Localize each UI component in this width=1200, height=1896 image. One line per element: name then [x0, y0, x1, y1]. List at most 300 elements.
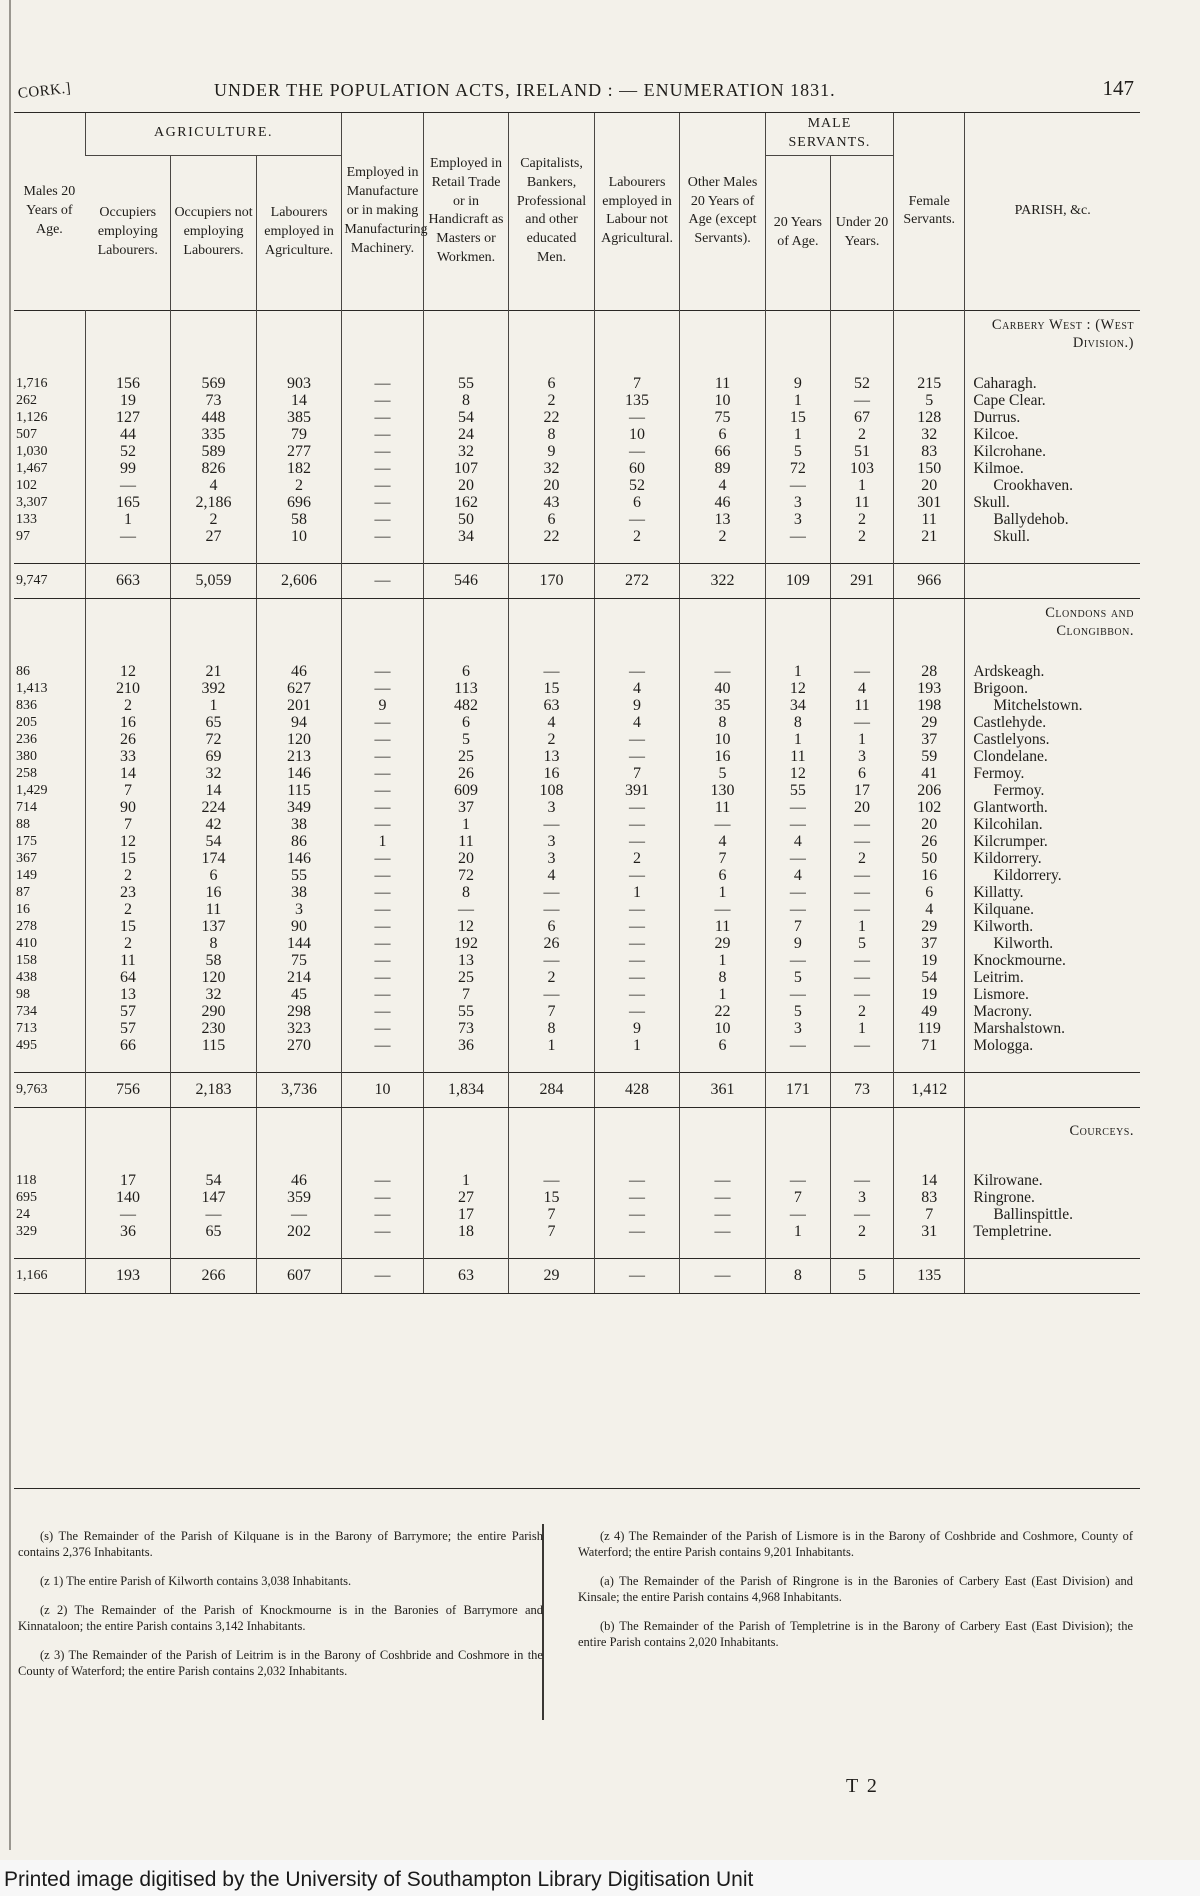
- table-cell: 150: [894, 460, 965, 477]
- total-cell: 8: [765, 1258, 830, 1293]
- table-cell: 1,030: [16, 443, 48, 459]
- parish-name: Leitrim.: [965, 969, 1140, 986]
- empty-cell: [594, 310, 680, 357]
- parish-name: Kildorrery.: [965, 867, 1140, 884]
- table-cell: —: [342, 443, 423, 460]
- county-label: CORK.]: [17, 80, 72, 102]
- table-cell: —: [342, 918, 423, 935]
- empty-cell: [14, 310, 85, 357]
- table-cell: 6: [423, 663, 509, 680]
- empty-cell: [594, 598, 680, 645]
- table-cell: —: [509, 952, 595, 969]
- table-cell: 391: [594, 782, 680, 799]
- table-cell: 144: [256, 935, 342, 952]
- table-cell: 2: [830, 426, 893, 443]
- table-cell: 16: [85, 714, 171, 731]
- table-cell: —: [765, 1206, 830, 1223]
- col-header-capitalists: Capitalists, Bankers, Professional and other educated Men.: [509, 113, 595, 310]
- empty-cell: [342, 1240, 423, 1259]
- table-cell: 73: [423, 1020, 509, 1037]
- empty-cell: [342, 1107, 423, 1154]
- total-cell: 966: [894, 563, 965, 598]
- col-header-other-males: Other Males 20 Years of Age (except Servants).: [680, 113, 766, 310]
- table-cell: 16: [16, 901, 30, 917]
- table-cell: 2: [830, 528, 893, 545]
- table-cell: —: [342, 426, 423, 443]
- empty-cell: [342, 1154, 423, 1172]
- table-cell: —: [342, 986, 423, 1003]
- parish-name: Kilrowane.: [965, 1172, 1140, 1189]
- table-cell: 2: [85, 867, 171, 884]
- table-cell: 52: [85, 443, 171, 460]
- table-cell: 37: [894, 731, 965, 748]
- table-cell: 7: [509, 1223, 595, 1240]
- empty-cell: [830, 545, 893, 564]
- table-cell: —: [509, 884, 595, 901]
- total-cell: —: [342, 563, 423, 598]
- table-row: [14, 1037, 1140, 1054]
- table-cell: 15: [85, 918, 171, 935]
- empty-cell: [830, 310, 893, 357]
- empty-cell: [342, 598, 423, 645]
- total-cell: 170: [509, 563, 595, 598]
- empty-cell: [342, 1054, 423, 1073]
- table-cell: 158: [16, 952, 37, 968]
- empty-cell: [894, 1240, 965, 1259]
- table-cell: 13: [509, 748, 595, 765]
- table-cell: 1,716: [16, 375, 48, 391]
- table-cell: 3: [765, 1020, 830, 1037]
- table-cell: 15: [509, 1189, 595, 1206]
- table-cell: 8: [509, 426, 595, 443]
- table-cell: 4: [509, 867, 595, 884]
- table-cell: —: [342, 460, 423, 477]
- empty-cell: [85, 1240, 171, 1259]
- empty-cell: [14, 1107, 85, 1154]
- parish-name: Clondelane.: [965, 748, 1140, 765]
- table-cell: 2: [594, 850, 680, 867]
- table-cell: 215: [894, 375, 965, 392]
- table-cell: —: [342, 1172, 423, 1189]
- table-cell: 4: [594, 680, 680, 697]
- table-cell: 3: [830, 748, 893, 765]
- parish-name: Kilworth.: [965, 935, 1140, 952]
- total-cell: 756: [85, 1072, 171, 1107]
- table-cell: 55: [256, 867, 342, 884]
- col-header-agriculture: AGRICULTURE.: [85, 113, 342, 155]
- table-cell: 35: [680, 697, 766, 714]
- empty-cell: [85, 645, 171, 663]
- parish-name: Cape Clear.: [965, 392, 1140, 409]
- table-cell: 11: [894, 511, 965, 528]
- table-cell: 27: [423, 1189, 509, 1206]
- empty-cell: [509, 1107, 595, 1154]
- table-cell: 12: [765, 680, 830, 697]
- empty-cell: [85, 310, 171, 357]
- table-cell: 63: [509, 697, 595, 714]
- empty-cell: [680, 598, 766, 645]
- table-cell: 12: [423, 918, 509, 935]
- table-cell: 5: [765, 443, 830, 460]
- table-cell: 3: [509, 799, 595, 816]
- empty-cell: [594, 1240, 680, 1259]
- table-row: [14, 443, 1140, 460]
- parish-name: Lismore.: [965, 986, 1140, 1003]
- empty-cell: [680, 1107, 766, 1154]
- empty-cell: [965, 1072, 1140, 1107]
- empty-cell: [423, 1154, 509, 1172]
- empty-cell: [423, 310, 509, 357]
- empty-cell: [680, 357, 766, 375]
- empty-cell: [894, 1154, 965, 1172]
- table-cell: 6: [171, 867, 257, 884]
- table-cell: —: [342, 901, 423, 918]
- empty-cell: [171, 598, 257, 645]
- table-cell: 11: [680, 375, 766, 392]
- total-cell: 29: [509, 1258, 595, 1293]
- footnote: (z 2) The Remainder of the Parish of Knockmourne is in the Baronies of Barrymore and Kinnataloon; the entire Parish contains 3,142 Inhabitants.: [18, 1603, 543, 1633]
- empty-cell: [342, 310, 423, 357]
- table-cell: —: [342, 952, 423, 969]
- empty-cell: [594, 545, 680, 564]
- empty-cell: [830, 1107, 893, 1154]
- empty-cell: [680, 1054, 766, 1073]
- table-cell: 25: [423, 748, 509, 765]
- empty-cell: [830, 1054, 893, 1073]
- empty-cell: [256, 545, 342, 564]
- table-cell: 86: [256, 833, 342, 850]
- table-cell: —: [342, 731, 423, 748]
- table-cell: 13: [680, 511, 766, 528]
- table-cell: 1: [680, 986, 766, 1003]
- table-cell: 13: [85, 986, 171, 1003]
- table-cell: 36: [85, 1223, 171, 1240]
- table-cell: 156: [85, 375, 171, 392]
- table-cell: —: [342, 1003, 423, 1020]
- table-cell: 27: [171, 528, 257, 545]
- table-cell: 66: [85, 1037, 171, 1054]
- table-cell: —: [342, 528, 423, 545]
- empty-cell: [14, 1240, 85, 1259]
- table-cell: 7: [765, 1189, 830, 1206]
- table-cell: 46: [256, 1172, 342, 1189]
- table-cell: 24: [16, 1206, 30, 1222]
- table-cell: 1: [171, 697, 257, 714]
- table-cell: 34: [423, 528, 509, 545]
- empty-cell: [509, 1154, 595, 1172]
- table-cell: 236: [16, 731, 37, 747]
- total-cell: 1,166: [14, 1258, 85, 1293]
- table-cell: 86: [16, 663, 30, 679]
- table-cell: 12: [85, 663, 171, 680]
- table-cell: 9: [509, 443, 595, 460]
- table-cell: —: [765, 952, 830, 969]
- table-cell: —: [342, 375, 423, 392]
- table-cell: 627: [256, 680, 342, 697]
- table-cell: 11: [680, 918, 766, 935]
- table-cell: 6: [423, 714, 509, 731]
- table-row: [14, 1020, 1140, 1037]
- table-cell: 5: [680, 765, 766, 782]
- table-cell: 5: [830, 935, 893, 952]
- table-cell: —: [830, 952, 893, 969]
- parish-name: Skull.: [965, 528, 1140, 545]
- empty-cell: [342, 357, 423, 375]
- total-cell: 291: [830, 563, 893, 598]
- table-cell: —: [594, 816, 680, 833]
- table-cell: 4: [830, 680, 893, 697]
- table-row: [14, 460, 1140, 477]
- table-cell: 7: [85, 816, 171, 833]
- table-cell: 1: [342, 833, 423, 850]
- table-row: [14, 494, 1140, 511]
- empty-cell: [171, 357, 257, 375]
- table-cell: —: [830, 1172, 893, 1189]
- table-cell: 29: [894, 714, 965, 731]
- table-row: [14, 782, 1140, 799]
- table-cell: 146: [256, 765, 342, 782]
- parish-name: Mologga.: [965, 1037, 1140, 1054]
- table-cell: 210: [85, 680, 171, 697]
- empty-cell: [85, 357, 171, 375]
- empty-cell: [509, 1240, 595, 1259]
- parish-name: Kildorrery.: [965, 850, 1140, 867]
- table-cell: 14: [894, 1172, 965, 1189]
- table-cell: 2: [830, 511, 893, 528]
- spacer-row: [14, 1154, 1140, 1172]
- total-cell: 266: [171, 1258, 257, 1293]
- table-cell: 2: [830, 850, 893, 867]
- table-cell: 25: [423, 969, 509, 986]
- table-cell: 6: [509, 511, 595, 528]
- col-header-retail: Employed in Retail Trade or in Handicraft as Masters or Workmen.: [423, 113, 509, 310]
- table-cell: 72: [423, 867, 509, 884]
- table-cell: —: [594, 935, 680, 952]
- table-cell: 66: [680, 443, 766, 460]
- parish-name: Killatty.: [965, 884, 1140, 901]
- table-cell: 836: [16, 697, 37, 713]
- table-cell: 3: [830, 1189, 893, 1206]
- parish-name: Kilworth.: [965, 918, 1140, 935]
- table-cell: 10: [680, 731, 766, 748]
- table-cell: 88: [16, 816, 30, 832]
- table-cell: —: [594, 799, 680, 816]
- total-cell: 9,747: [14, 563, 85, 598]
- table-cell: 5: [894, 392, 965, 409]
- empty-cell: [965, 1240, 1140, 1259]
- table-cell: —: [594, 1223, 680, 1240]
- table-cell: —: [594, 409, 680, 426]
- table-cell: 3: [509, 850, 595, 867]
- footnotes-left-column: [18, 1528, 543, 1692]
- table-cell: 826: [171, 460, 257, 477]
- table-cell: 165: [85, 494, 171, 511]
- table-cell: —: [830, 901, 893, 918]
- table-cell: 9: [765, 375, 830, 392]
- empty-cell: [830, 1154, 893, 1172]
- table-cell: —: [594, 867, 680, 884]
- empty-cell: [14, 1054, 85, 1073]
- table-cell: 230: [171, 1020, 257, 1037]
- table-cell: —: [830, 816, 893, 833]
- empty-cell: [509, 1054, 595, 1073]
- spacer-row: [14, 357, 1140, 375]
- table-cell: —: [342, 1020, 423, 1037]
- table-cell: 50: [423, 511, 509, 528]
- total-cell: —: [594, 1258, 680, 1293]
- table-cell: —: [342, 782, 423, 799]
- table-cell: 270: [256, 1037, 342, 1054]
- parish-name: Macrony.: [965, 1003, 1140, 1020]
- table-cell: —: [342, 1189, 423, 1206]
- table-cell: 32: [423, 443, 509, 460]
- table-cell: —: [171, 1206, 257, 1223]
- col-header-manufacture: Employed in Manufacture or in making Manufacturing Machinery.: [342, 113, 423, 310]
- table-row: [14, 477, 1140, 494]
- total-cell: 5: [830, 1258, 893, 1293]
- table-cell: —: [509, 1172, 595, 1189]
- page-number: 147: [1102, 76, 1134, 100]
- table-cell: 7: [594, 375, 680, 392]
- empty-cell: [830, 357, 893, 375]
- table-cell: 41: [894, 765, 965, 782]
- table-cell: 21: [171, 663, 257, 680]
- table-cell: —: [680, 1206, 766, 1223]
- spacer-row: [14, 1240, 1140, 1259]
- table-cell: 11: [765, 748, 830, 765]
- table-row: [14, 392, 1140, 409]
- parish-name: Brigoon.: [965, 680, 1140, 697]
- parish-name: Ardskeagh.: [965, 663, 1140, 680]
- empty-cell: [423, 545, 509, 564]
- table-cell: 16: [680, 748, 766, 765]
- table-cell: —: [765, 1172, 830, 1189]
- empty-cell: [765, 545, 830, 564]
- table-cell: 2,186: [171, 494, 257, 511]
- table-cell: —: [342, 663, 423, 680]
- table-cell: —: [830, 392, 893, 409]
- table-cell: 65: [171, 1223, 257, 1240]
- table-cell: 108: [509, 782, 595, 799]
- table-cell: 1: [830, 477, 893, 494]
- table-cell: 32: [894, 426, 965, 443]
- table-cell: 16: [509, 765, 595, 782]
- table-cell: 224: [171, 799, 257, 816]
- table-cell: —: [830, 884, 893, 901]
- table-cell: 482: [423, 697, 509, 714]
- table-cell: —: [594, 952, 680, 969]
- total-cell: 1,834: [423, 1072, 509, 1107]
- table-row: [14, 850, 1140, 867]
- table-cell: 67: [830, 409, 893, 426]
- table-cell: —: [342, 816, 423, 833]
- empty-cell: [594, 1054, 680, 1073]
- table-cell: 57: [85, 1003, 171, 1020]
- table-cell: 298: [256, 1003, 342, 1020]
- table-cell: 3: [765, 511, 830, 528]
- table-cell: 8: [680, 969, 766, 986]
- empty-cell: [894, 598, 965, 645]
- table-cell: 2: [256, 477, 342, 494]
- table-cell: 31: [894, 1223, 965, 1240]
- table-cell: 8: [680, 714, 766, 731]
- table-cell: 23: [85, 884, 171, 901]
- empty-cell: [830, 598, 893, 645]
- table-cell: 3: [765, 494, 830, 511]
- table-row: [14, 918, 1140, 935]
- table-cell: 17: [830, 782, 893, 799]
- table-cell: —: [594, 1172, 680, 1189]
- empty-cell: [85, 1054, 171, 1073]
- total-cell: 109: [765, 563, 830, 598]
- table-cell: 7: [680, 850, 766, 867]
- table-row: [14, 867, 1140, 884]
- empty-cell: [509, 545, 595, 564]
- empty-cell: [256, 1154, 342, 1172]
- table-cell: 137: [171, 918, 257, 935]
- total-cell: 428: [594, 1072, 680, 1107]
- table-cell: 22: [509, 528, 595, 545]
- table-cell: 1: [765, 392, 830, 409]
- table-cell: 8: [423, 884, 509, 901]
- table-cell: 8: [171, 935, 257, 952]
- empty-cell: [342, 545, 423, 564]
- table-cell: 903: [256, 375, 342, 392]
- barony-name: Courceys.: [965, 1107, 1140, 1154]
- table-cell: 58: [171, 952, 257, 969]
- table-cell: 89: [680, 460, 766, 477]
- table-row: [14, 765, 1140, 782]
- empty-cell: [14, 1154, 85, 1172]
- table-cell: —: [594, 443, 680, 460]
- table-cell: 174: [171, 850, 257, 867]
- table-cell: —: [680, 1172, 766, 1189]
- table-cell: 182: [256, 460, 342, 477]
- table-cell: 37: [894, 935, 965, 952]
- table-cell: 2: [509, 969, 595, 986]
- table-cell: —: [765, 986, 830, 1003]
- table-row: [14, 1223, 1140, 1240]
- parish-name: Skull.: [965, 494, 1140, 511]
- empty-cell: [171, 545, 257, 564]
- table-cell: 97: [16, 528, 30, 544]
- table-row: [14, 748, 1140, 765]
- table-cell: 10: [680, 392, 766, 409]
- table-cell: 55: [423, 1003, 509, 1020]
- empty-cell: [85, 1107, 171, 1154]
- table-row: [14, 375, 1140, 392]
- table-cell: 713: [16, 1020, 37, 1036]
- table-row: [14, 1189, 1140, 1206]
- table-cell: —: [594, 1206, 680, 1223]
- total-cell: —: [342, 1258, 423, 1293]
- table-cell: 198: [894, 697, 965, 714]
- table-cell: 32: [509, 460, 595, 477]
- table-cell: 410: [16, 935, 37, 951]
- empty-cell: [594, 1154, 680, 1172]
- table-cell: —: [509, 901, 595, 918]
- table-cell: —: [509, 986, 595, 1003]
- table-cell: 714: [16, 799, 37, 815]
- empty-cell: [509, 598, 595, 645]
- empty-cell: [680, 545, 766, 564]
- total-row: [14, 1072, 1140, 1107]
- col-header-male-servants: MALE SERVANTS.: [765, 113, 893, 155]
- empty-cell: [85, 545, 171, 564]
- empty-cell: [594, 1107, 680, 1154]
- table-cell: 133: [16, 511, 37, 527]
- table-cell: 7: [85, 782, 171, 799]
